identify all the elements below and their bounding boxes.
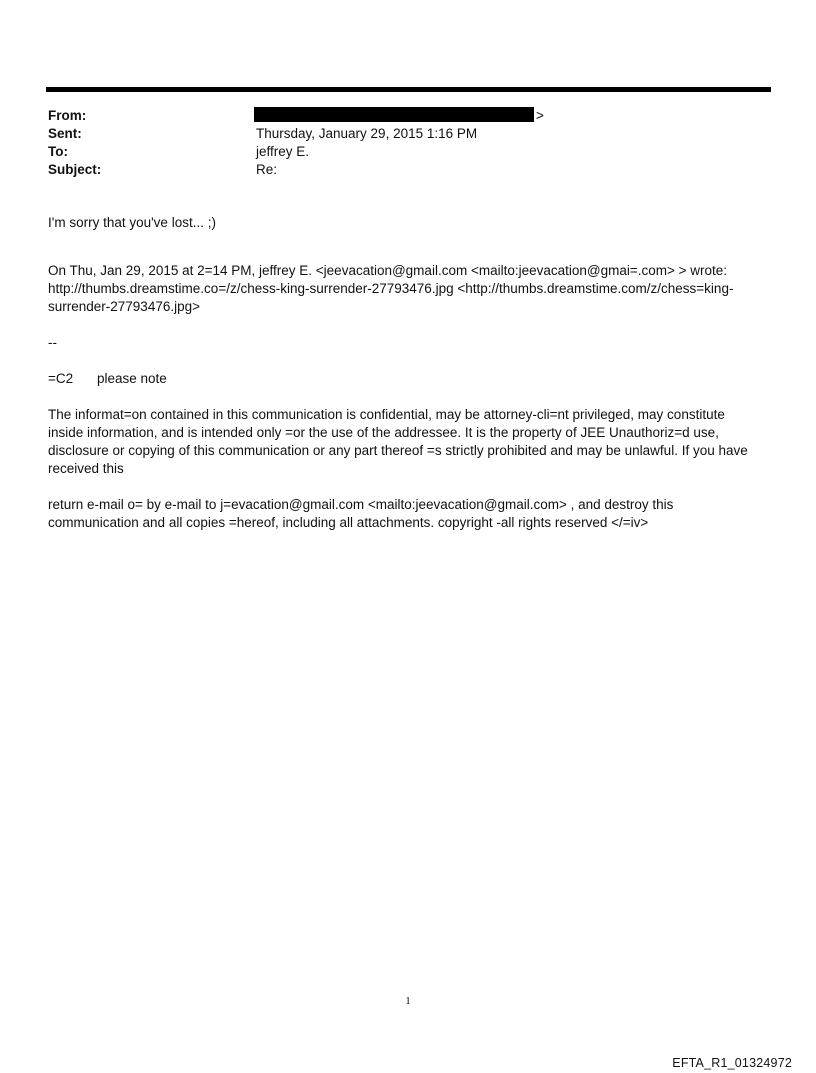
note-text: please note: [97, 371, 167, 386]
reply-text: I'm sorry that you've lost... ;): [48, 215, 216, 230]
quote-header: On Thu, Jan 29, 2015 at 2=14 PM, jeffrey E. <jeevacation@gmail.com <mailto:jeevacation@gmai=.com> > wrote:: [48, 263, 728, 278]
redaction-block: [254, 107, 534, 122]
disclaimer-line: received this: [48, 461, 124, 476]
note-prefix: =C2: [48, 371, 74, 386]
disclaimer-line: disclosure or copying of this communication or any part thereof =s strictly prohibited and may be unlawful. If you have: [48, 443, 748, 458]
quote-link-line: http://thumbs.dreamstime.co=/z/chess-king-surrender-27793476.jpg <http://thumbs.dreamstime.com/z/chess=king-: [48, 281, 734, 296]
email-header: [48, 107, 768, 179]
signature-separator: --: [48, 335, 57, 350]
from-value-tail: >: [536, 108, 544, 123]
return-instruction-line: communication and all copies =hereof, including all attachments. copyright -all rights reserved </=iv>: [48, 515, 649, 530]
sent-label: Sent:: [48, 126, 82, 141]
from-label: From:: [48, 108, 87, 123]
sent-value: Thursday, January 29, 2015 1:16 PM: [256, 126, 478, 141]
subject-value: Re:: [256, 162, 278, 177]
return-instruction-line: return e-mail o= by e-mail to j=evacation@gmail.com <mailto:jeevacation@gmail.com> , and destroy this: [48, 497, 674, 512]
to-label: To:: [48, 144, 68, 159]
header-divider: [46, 87, 771, 92]
sent-row: [48, 125, 768, 143]
email-body: [48, 214, 768, 532]
to-row: [48, 143, 768, 161]
note-line: [48, 370, 768, 388]
to-value: jeffrey E.: [256, 144, 310, 159]
disclaimer-line: The informat=on contained in this communication is confidential, may be attorney-cli=nt privileged, may constitute: [48, 407, 725, 422]
quote-link-line-end: surrender-27793476.jpg>: [48, 299, 200, 314]
from-row: [48, 107, 768, 125]
subject-label: Subject:: [48, 162, 102, 177]
document-id: EFTA_R1_01324972: [672, 1056, 792, 1070]
subject-row: [48, 161, 768, 179]
page-number: 1: [405, 995, 411, 1007]
from-value: [256, 107, 768, 125]
disclaimer-line: inside information, and is intended only =or the use of the addressee. It is the property of JEE Unauthoriz=d use,: [48, 425, 719, 440]
